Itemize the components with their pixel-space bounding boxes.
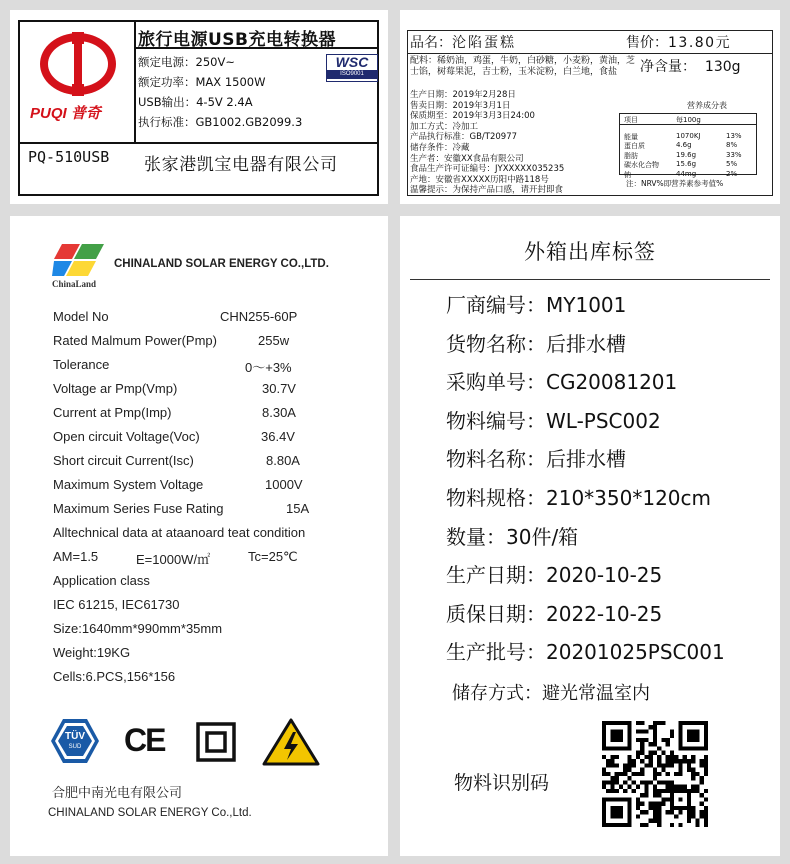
nutrition-cell: 碳水化合物	[624, 161, 659, 169]
label-field: 储存方式：避光常温室内	[452, 683, 650, 704]
ingredients: 配料：稀奶油，鸡蛋，牛奶，白砂糖，小麦粉，黄油，芝士馅，树莓果泥，吉士粉，玉米淀粉，白兰地，食盐	[410, 56, 636, 77]
detail-line: 加工方式：冷加工	[410, 121, 479, 132]
spec-value: 255w	[258, 333, 290, 348]
spec-value: 15A	[286, 501, 310, 516]
brand-logo-text: PUQI 普奇	[30, 105, 101, 122]
am-value: AM=1.5	[53, 549, 99, 564]
spec-label: Voltage ar Pmp(Vmp)	[53, 381, 178, 396]
irradiance-value: E=1000W/㎡	[136, 552, 211, 567]
detail-line: 储存条件：冷藏	[410, 143, 470, 153]
cells: Cells:6.PCS,156*156	[53, 669, 176, 684]
label-field: 采购单号：CG20081201	[446, 370, 678, 395]
label-title: 外箱出库标签	[524, 240, 656, 264]
nutrition-cell: 15.6g	[676, 160, 697, 168]
nutrition-cell: 33%	[726, 150, 742, 159]
footer-company-en: CHINALAND SOLAR ENERGY Co.,Ltd.	[48, 807, 252, 819]
nutrition-cell: 钠	[624, 170, 631, 179]
usb-output: USB输出：4-5V 2.4A	[138, 95, 253, 109]
divider	[18, 142, 379, 144]
nutrition-cell: 5%	[726, 160, 738, 168]
product-name: 旅行电源USB充电转换器	[138, 30, 337, 50]
label-field: 物料编号：WL-PSC002	[446, 408, 661, 433]
detail-line: 保质期至：2019年3月3日24:00	[410, 111, 535, 122]
solar-panel-label	[10, 216, 388, 856]
power-adapter-label	[10, 10, 388, 204]
nutrition-title: 营养成分表	[687, 101, 727, 110]
qr-code-icon	[602, 721, 708, 827]
nutrition-cell: 19.6g	[676, 150, 697, 159]
label-field: 物料名称：后排水槽	[446, 447, 626, 472]
label-field: 货物名称：后排水槽	[446, 331, 626, 356]
puqi-logo-icon	[36, 30, 120, 98]
divider	[134, 20, 136, 144]
divider	[407, 53, 773, 54]
spec-label: Short circuit Current(Isc)	[53, 453, 194, 468]
detail-line: 产地：安徽省XXXXX历阳中路118号	[410, 174, 549, 185]
label-field: 质保日期：2022-10-25	[446, 601, 663, 626]
double-insulation-icon	[196, 722, 236, 762]
logo-text: ChinaLand	[52, 279, 97, 289]
spec-value: CHN255-60P	[220, 309, 298, 324]
label-field: 数量：30件/箱	[446, 524, 579, 549]
spec-label: Current at Pmp(Imp)	[53, 405, 172, 420]
application-class: Application class	[53, 573, 150, 588]
nutrition-table	[619, 113, 757, 179]
outbound-label	[400, 216, 780, 856]
spec-label: Maximum Series Fuse Rating	[53, 501, 224, 516]
nutrition-header: 项目	[624, 116, 638, 124]
spec-label: Maximum System Voltage	[53, 477, 204, 492]
qr-label: 物料识别码	[454, 772, 550, 794]
detail-line: 售卖日期：2019年3月1日	[410, 100, 511, 111]
weight: Weight:19KG	[53, 645, 131, 660]
spec-value: 36.4V	[261, 429, 295, 444]
spec-label: Open circuit Voltage(Voc)	[53, 429, 200, 444]
table-rule	[620, 124, 756, 125]
spec-value: 30.7V	[262, 381, 296, 396]
food-label	[400, 10, 780, 204]
spec-label: Rated Malmum Power(Pmp)	[53, 333, 217, 348]
label-field: 厂商编号：MY1001	[446, 293, 627, 317]
nutrition-cell: 8%	[726, 141, 738, 149]
spec-value: 0～+3%	[245, 360, 292, 375]
size: Size:1640mm*990mm*35mm	[53, 621, 223, 636]
nutrition-cell: 13%	[726, 131, 742, 140]
nutrition-cell: 2%	[726, 169, 738, 178]
nutrition-cell: 4.6g	[676, 141, 692, 149]
wsc-cert-icon: WSC ISO9001	[326, 54, 378, 82]
spec-value: 8.80A	[266, 453, 300, 468]
detail-line: 温馨提示：为保持产品口感，请开封即食	[410, 185, 564, 196]
chinaland-logo-icon	[52, 244, 106, 278]
divider	[410, 279, 770, 280]
nutrition-cell: 脂肪	[624, 151, 638, 160]
spec-label: Tolerance	[53, 357, 110, 372]
company-name: 张家港凯宝电器有限公司	[144, 155, 338, 175]
nutrition-cell: 1070KJ	[676, 131, 701, 140]
iec-standards: IEC 61215, IEC61730	[53, 597, 180, 612]
net-content: 净含量： 130g	[640, 59, 741, 75]
model-number: PQ-510USB	[28, 148, 110, 166]
temperature-value: Tc=25℃	[248, 549, 298, 564]
high-voltage-warning-icon	[262, 718, 320, 766]
product-name: 品名：沦陷蛋糕	[410, 35, 516, 51]
label-field: 生产批号：20201025PSC001	[446, 640, 725, 665]
label-field: 物料规格：210*350*120cm	[446, 486, 711, 510]
exec-standard: 执行标准：GB1002.GB2099.3	[138, 115, 303, 129]
rated-voltage: 额定电源：250V~	[138, 55, 235, 69]
nutrition-cell: 蛋白质	[624, 142, 645, 150]
rated-power: 额定功率：MAX 1500W	[138, 75, 266, 89]
test-conditions: Alltechnical data at ataanoard teat condition	[53, 525, 306, 540]
company-name-en: CHINALAND SOLAR ENERGY CO.,LTD.	[114, 258, 329, 270]
detail-line: 产品执行标准：GB/T20977	[410, 132, 518, 143]
nutrition-cell: 44mg	[676, 169, 697, 178]
nutrition-header: 每100g	[676, 116, 701, 124]
label-field: 生产日期：2020-10-25	[446, 563, 663, 588]
spec-value: 8.30A	[262, 405, 296, 420]
spec-label: Model No	[53, 309, 109, 324]
footer-company-cn: 合肥中南光电有限公司	[52, 786, 183, 801]
price: 售价：13.80元	[626, 35, 732, 51]
nutrition-note: 注：NRV%即营养素参考值%	[626, 179, 724, 188]
spec-value: 1000V	[265, 477, 303, 492]
ce-mark-icon: CE	[124, 722, 165, 758]
nutrition-cell: 能量	[624, 132, 638, 141]
tuv-cert-icon: TÜV SUD	[50, 718, 100, 764]
detail-line: 生产日期：2019年2月28日	[410, 90, 516, 100]
detail-line: 生产者：安徽XX食品有限公司	[410, 153, 524, 164]
detail-line: 食品生产许可证编号：JYXXXXX035235	[410, 164, 565, 175]
